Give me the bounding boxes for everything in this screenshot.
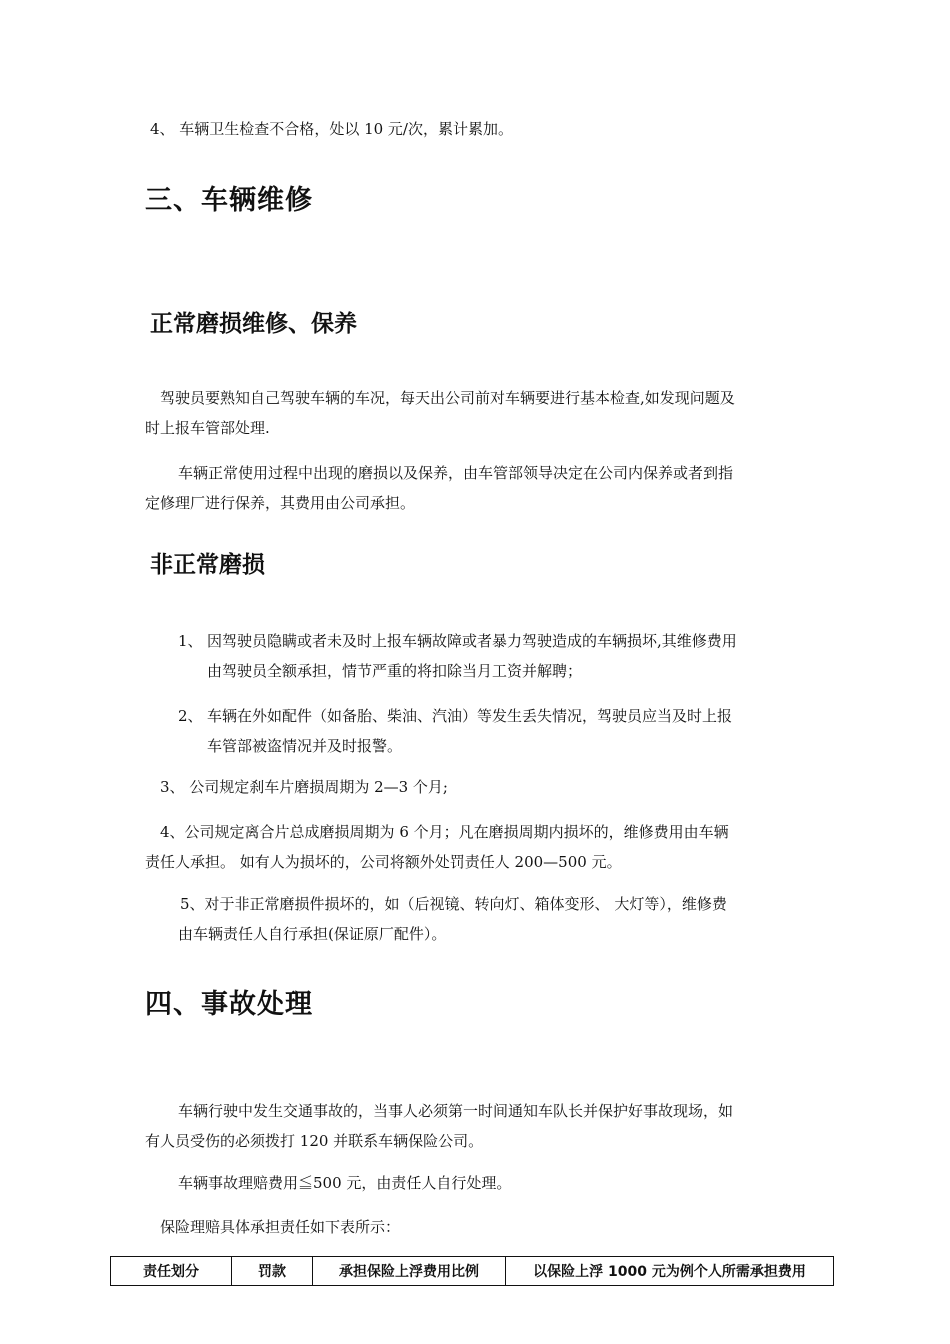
accident-paragraph-2: 车辆事故理赔费用≦500 元，由责任人自行处理。 <box>178 1174 512 1192</box>
abnormal-item-4-line-2: 责任人承担。 如有人为损坏的，公司将额外处罚责任人 200—500 元。 <box>145 853 622 871</box>
abnormal-item-3: 3、 公司规定刹车片磨损周期为 2—3 个月; <box>160 778 448 796</box>
normal-paragraph-1-line-2: 时上报车管部处理. <box>145 419 270 437</box>
accident-paragraph-1-line-1: 车辆行驶中发生交通事故的，当事人必须第一时间通知车队长并保护好事故现场，如 <box>178 1102 734 1120</box>
table-header-cell: 承担保险上浮费用比例 <box>313 1257 506 1286</box>
rule-item-4: 4、 车辆卫生检查不合格，处以 10 元/次，累计累加。 <box>150 120 513 138</box>
abnormal-item-4-line-1: 4、公司规定离合片总成磨损周期为 6 个月；凡在磨损周期内损坏的，维修费用由车辆 <box>160 823 729 841</box>
normal-paragraph-1-line-1: 驾驶员要熟知自己驾驶车辆的车况，每天出公司前对车辆要进行基本检查,如发现问题及 <box>160 389 735 407</box>
abnormal-item-1-line-2: 由驾驶员全额承担，情节严重的将扣除当月工资并解聘； <box>207 662 583 680</box>
heading-normal-wear: 正常磨损维修、保养 <box>150 311 357 337</box>
table-header-cell: 责任划分 <box>111 1257 232 1286</box>
normal-paragraph-2-line-1: 车辆正常使用过程中出现的磨损以及保养，由车管部领导决定在公司内保养或者到指 <box>178 464 734 482</box>
responsibility-table <box>110 1256 834 1286</box>
abnormal-item-5-line-2: 由车辆责任人自行承担(保证原厂配件）。 <box>178 925 447 943</box>
table-header-cell: 以保险上浮 1000 元为例个人所需承担费用 <box>506 1257 834 1286</box>
table-header-cell: 罚款 <box>232 1257 313 1286</box>
accident-paragraph-1-line-2: 有人员受伤的必须拨打 120 并联系车辆保险公司。 <box>145 1132 484 1150</box>
abnormal-item-2-number: 2、 <box>178 707 203 725</box>
heading-accident-handling: 四、事故处理 <box>145 989 313 1020</box>
abnormal-item-2-line-2: 车管部被盗情况并及时报警。 <box>207 737 403 755</box>
abnormal-item-1-line-1: 因驾驶员隐瞒或者未及时上报车辆故障或者暴力驾驶造成的车辆损坏,其维修费用 <box>207 632 737 650</box>
abnormal-item-1-number: 1、 <box>178 632 203 650</box>
abnormal-item-5-line-1: 5、对于非正常磨损件损坏的，如（后视镜、转向灯、箱体变形、 大灯等），维修费 <box>180 895 727 913</box>
table-header-row <box>111 1257 834 1286</box>
abnormal-item-2-line-1: 车辆在外如配件（如备胎、柴油、汽油）等发生丢失情况，驾驶员应当及时上报 <box>207 707 733 725</box>
accident-paragraph-3: 保险理赔具体承担责任如下表所示： <box>160 1218 401 1236</box>
heading-vehicle-maintenance: 三、车辆维修 <box>145 185 313 216</box>
heading-abnormal-wear: 非正常磨损 <box>150 552 265 578</box>
normal-paragraph-2-line-2: 定修理厂进行保养，其费用由公司承担。 <box>145 494 416 512</box>
